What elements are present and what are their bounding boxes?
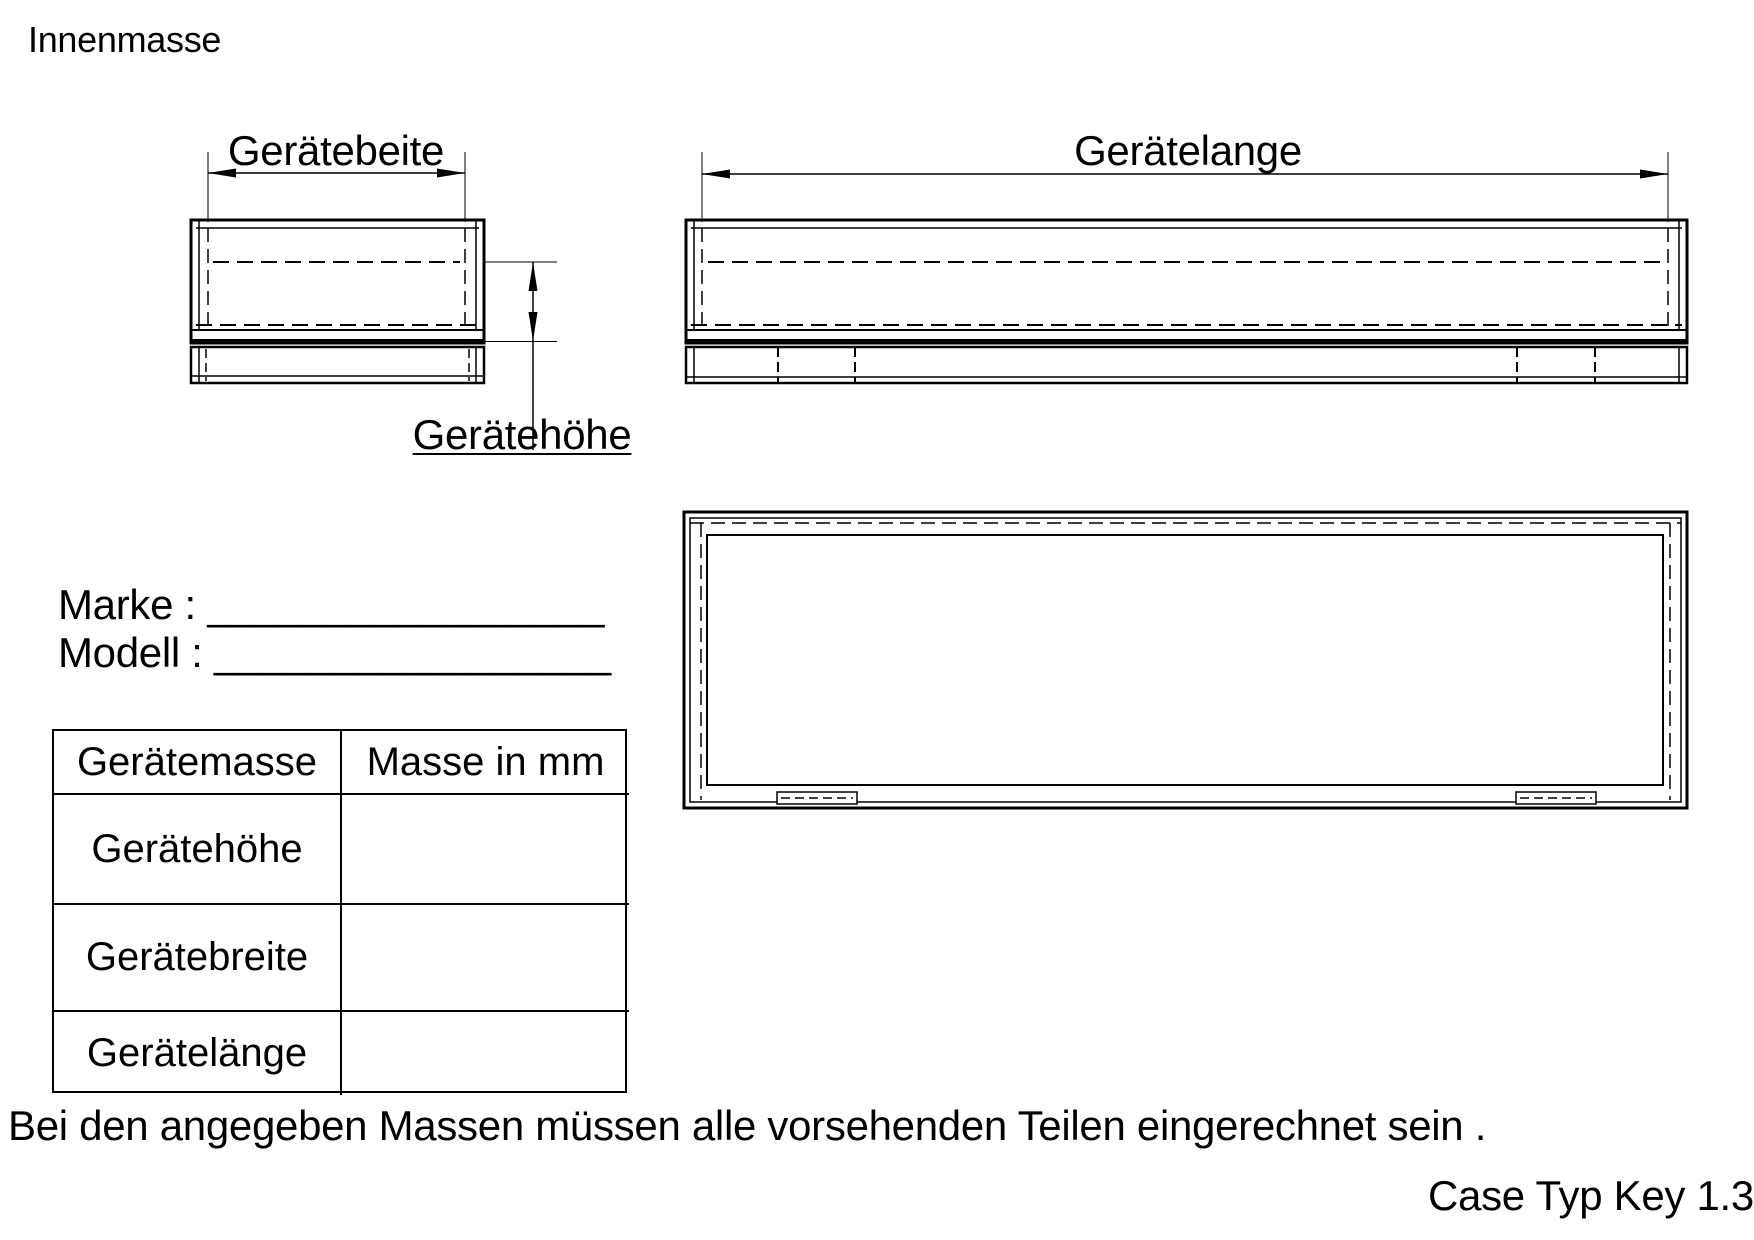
table-row-value-geraetehoehe [342, 795, 629, 905]
footer-note: Bei den angegeben Massen müssen alle vorsehenden Teilen eingerechnet sein . [8, 1102, 1487, 1149]
modell-label: Modell : [58, 629, 203, 676]
table-row-label-geraetebreite: Gerätebreite [54, 905, 342, 1012]
side-view-drawing [686, 220, 1687, 383]
table-header-masse-in-mm: Masse in mm [342, 731, 629, 795]
dimensions-table [52, 729, 627, 1093]
width-dimension-label: Gerätebeite [227, 127, 445, 174]
modell-blank-field: _________________ [214, 629, 612, 676]
document-version-label: Case Typ Key 1.3 [1428, 1172, 1754, 1219]
marke-blank-field: _________________ [207, 581, 605, 628]
modell-row [58, 629, 612, 676]
top-view-drawing [684, 512, 1687, 808]
length-dimension-right-arrow [1640, 170, 1668, 179]
height-dimension-up-arrow [529, 262, 538, 291]
length-dimension-label: Gerätelange [1074, 127, 1302, 174]
end-view-drawing [191, 220, 484, 383]
top-view-interior-opening [707, 535, 1663, 785]
table-row-label-geraetelaenge: Gerätelänge [54, 1012, 342, 1095]
table-row-value-geraetelaenge [342, 1012, 629, 1095]
top-view-outline [684, 512, 1687, 808]
marke-row [58, 581, 605, 628]
end-view-lid-outline [191, 347, 484, 383]
page-title: Innenmasse [28, 19, 222, 60]
table-row-value-geraetebreite [342, 905, 629, 1012]
table-header-geraetemasse: Gerätemasse [54, 731, 342, 795]
marke-label: Marke : [58, 581, 196, 628]
length-dimension-left-arrow [702, 170, 730, 179]
table-row-label-geraetehoehe: Gerätehöhe [54, 795, 342, 905]
height-dimension-label: Gerätehöhe [412, 411, 632, 458]
height-dimension-down-arrow [529, 312, 538, 341]
